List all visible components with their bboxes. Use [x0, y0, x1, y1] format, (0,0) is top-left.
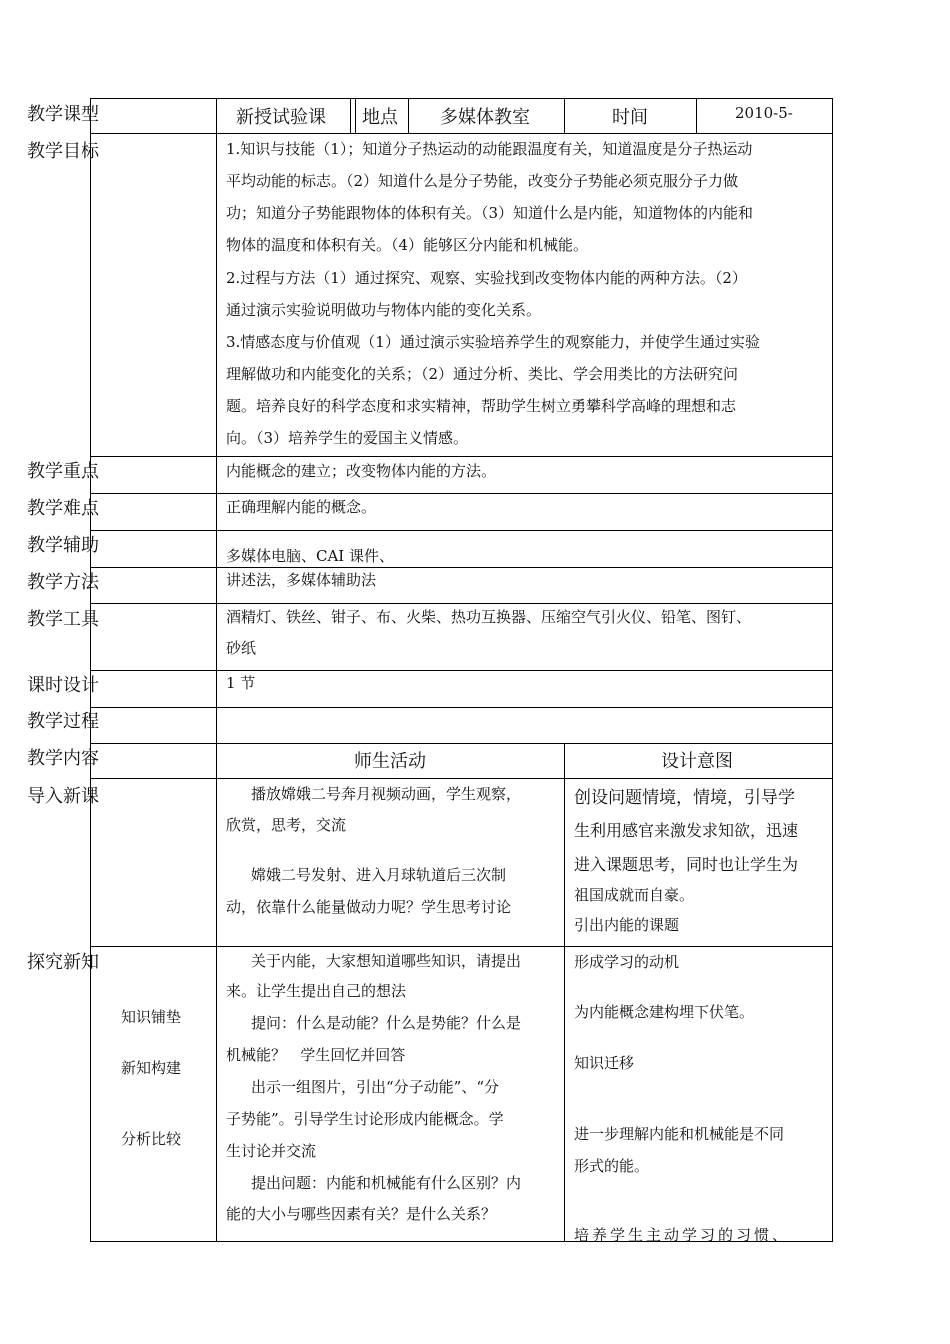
explore-activity-line: 子势能”。引导学生讨论形成内能概念。学 [226, 1110, 504, 1128]
objectives-line: 题。培养良好的科学态度和求实精神，帮助学生树立勇攀科学高峰的理想和志 [226, 397, 737, 415]
objectives-line: 向。（3）培养学生的爱国主义情感。 [226, 429, 469, 447]
difficulties-value: 正确理解内能的概念。 [226, 498, 377, 516]
tools-label: 教学工具 [27, 609, 99, 630]
rule-header-div-4 [564, 98, 565, 134]
intro-intent-line: 进入课题思考，同时也让学生为 [574, 855, 799, 874]
explore-activity-line: 提问：什么是动能？什么是势能？什么是 [251, 1014, 522, 1032]
intro-intent-line: 祖国成就而自豪。 [574, 886, 695, 904]
explore-activity-line: 出示一组图片，引出“分子动能”、“分 [251, 1078, 500, 1096]
objectives-line: 3.情感态度与价值观（1）通过演示实验培养学生的观察能力，并使学生通过实验 [226, 333, 760, 351]
objectives-line: 通过演示实验说明做功与物体内能的变化关系。 [226, 301, 542, 319]
explore-activity-line: 关于内能，大家想知道哪些知识，请提出 [251, 952, 522, 970]
aids-label: 教学辅助 [27, 535, 99, 556]
rule-header-div-5 [696, 98, 697, 134]
rule-left [90, 98, 91, 1242]
column-activity-header: 师生活动 [354, 751, 426, 772]
column-content-header: 教学内容 [27, 748, 99, 769]
objectives-line: 功；知道分子势能跟物体的体积有关。（3）知道什么是内能，知道物体的内能和 [226, 204, 754, 222]
rule-label-divider [216, 98, 217, 1242]
tools-line: 酒精灯、铁丝、钳子、布、火柴、热功互换器、压缩空气引火仪、铅笔、图钉、 [226, 608, 752, 626]
explore-activity-line: 能的大小与哪些因素有关？是什么关系？ [226, 1205, 497, 1223]
explore-intent-line: 形成学习的动机 [574, 953, 680, 971]
explore-intent-line: 形式的能。 [574, 1157, 650, 1175]
explore-activity-line: 提出问题：内能和机械能有什么区别？内 [251, 1174, 522, 1192]
place-value: 多媒体教室 [440, 107, 530, 128]
rule-period-bottom [90, 707, 833, 708]
process-label: 教学过程 [27, 711, 99, 732]
explore-sub-label: 新知构建 [121, 1059, 182, 1077]
methods-value: 讲述法，多媒体辅助法 [226, 571, 377, 589]
rule-header-div-3 [408, 98, 409, 134]
objectives-line: 2.过程与方法（1）通过探究、观察、实验找到改变物体内能的两种方法。（2） [226, 269, 747, 287]
aids-value: 多媒体电脑、CAI 课件、 [226, 547, 395, 565]
objectives-line: 物体的温度和体积有关。（4）能够区分内能和机械能。 [226, 236, 589, 254]
rule-right [832, 98, 833, 1242]
rule-header-div-1 [350, 98, 351, 134]
rule-activity-intent-divider [564, 743, 565, 1242]
course-type-value: 新授试验课 [236, 107, 326, 128]
key-points-value: 内能概念的建立；改变物体内能的方法。 [226, 462, 497, 480]
period-label: 课时设计 [27, 675, 99, 696]
objectives-line: 平均动能的标志。（2）知道什么是分子势能，改变分子势能必须克服分子力做 [226, 172, 739, 190]
objectives-line: 1.知识与技能（1）；知道分子热运动的动能跟温度有关，知道温度是分子热运动 [226, 140, 753, 158]
intro-activity-line: 播放嫦娥二号奔月视频动画，学生观察， [251, 785, 522, 803]
methods-label: 教学方法 [27, 572, 99, 593]
key-points-label: 教学重点 [27, 461, 99, 482]
explore-intent-line: 进一步理解内能和机械能是不同 [574, 1125, 785, 1143]
place-label: 地点 [362, 107, 398, 128]
tools-line: 砂纸 [226, 639, 257, 657]
objectives-label: 教学目标 [27, 141, 99, 162]
rule-tools-bottom [90, 670, 833, 671]
time-value: 2010-5- [735, 104, 793, 122]
difficulties-label: 教学难点 [27, 498, 99, 519]
rule-top [90, 98, 833, 99]
course-type-label: 教学课型 [27, 104, 99, 125]
intro-intent-line: 引出内能的课题 [574, 916, 680, 934]
time-label: 时间 [612, 107, 648, 128]
explore-activity-line: 生讨论并交流 [226, 1142, 317, 1160]
explore-intent-line: 培养学生主动学习的习惯、 [574, 1226, 791, 1244]
intro-activity-line: 动，依靠什么能量做动力呢？学生思考讨论 [226, 898, 512, 916]
explore-sub-label: 知识铺垫 [121, 1008, 182, 1026]
explore-label: 探究新知 [27, 952, 99, 973]
rule-header-div-2 [355, 98, 356, 134]
explore-intent-line: 知识迁移 [574, 1054, 635, 1072]
column-intent-header: 设计意图 [661, 751, 733, 772]
rule-keypoints-bottom [90, 493, 833, 494]
intro-activity-line: 嫦娥二号发射、进入月球轨道后三次制 [251, 866, 507, 884]
intro-activity-line: 欣赏，思考，交流 [226, 816, 347, 834]
intro-intent-line: 生利用感官来激发求知欲，迅速 [574, 821, 799, 840]
rule-process-bottom [90, 743, 833, 744]
rule-difficulties-bottom [90, 530, 833, 531]
intro-intent-line: 创设问题情境，情境，引导学 [574, 788, 795, 808]
intro-label: 导入新课 [27, 786, 99, 807]
explore-sub-label: 分析比较 [121, 1130, 182, 1148]
explore-intent-line: 为内能概念建构埋下伏笔。 [574, 1003, 755, 1021]
explore-activity-line: 来。让学生提出自己的想法 [226, 982, 407, 1000]
rule-aids-bottom [90, 567, 833, 568]
period-value: 1 节 [226, 674, 256, 692]
explore-activity-line: 机械能？ 学生回忆并回答 [226, 1046, 406, 1064]
objectives-line: 理解做功和内能变化的关系；（2）通过分析、类比、学会用类比的方法研究问 [226, 365, 739, 383]
